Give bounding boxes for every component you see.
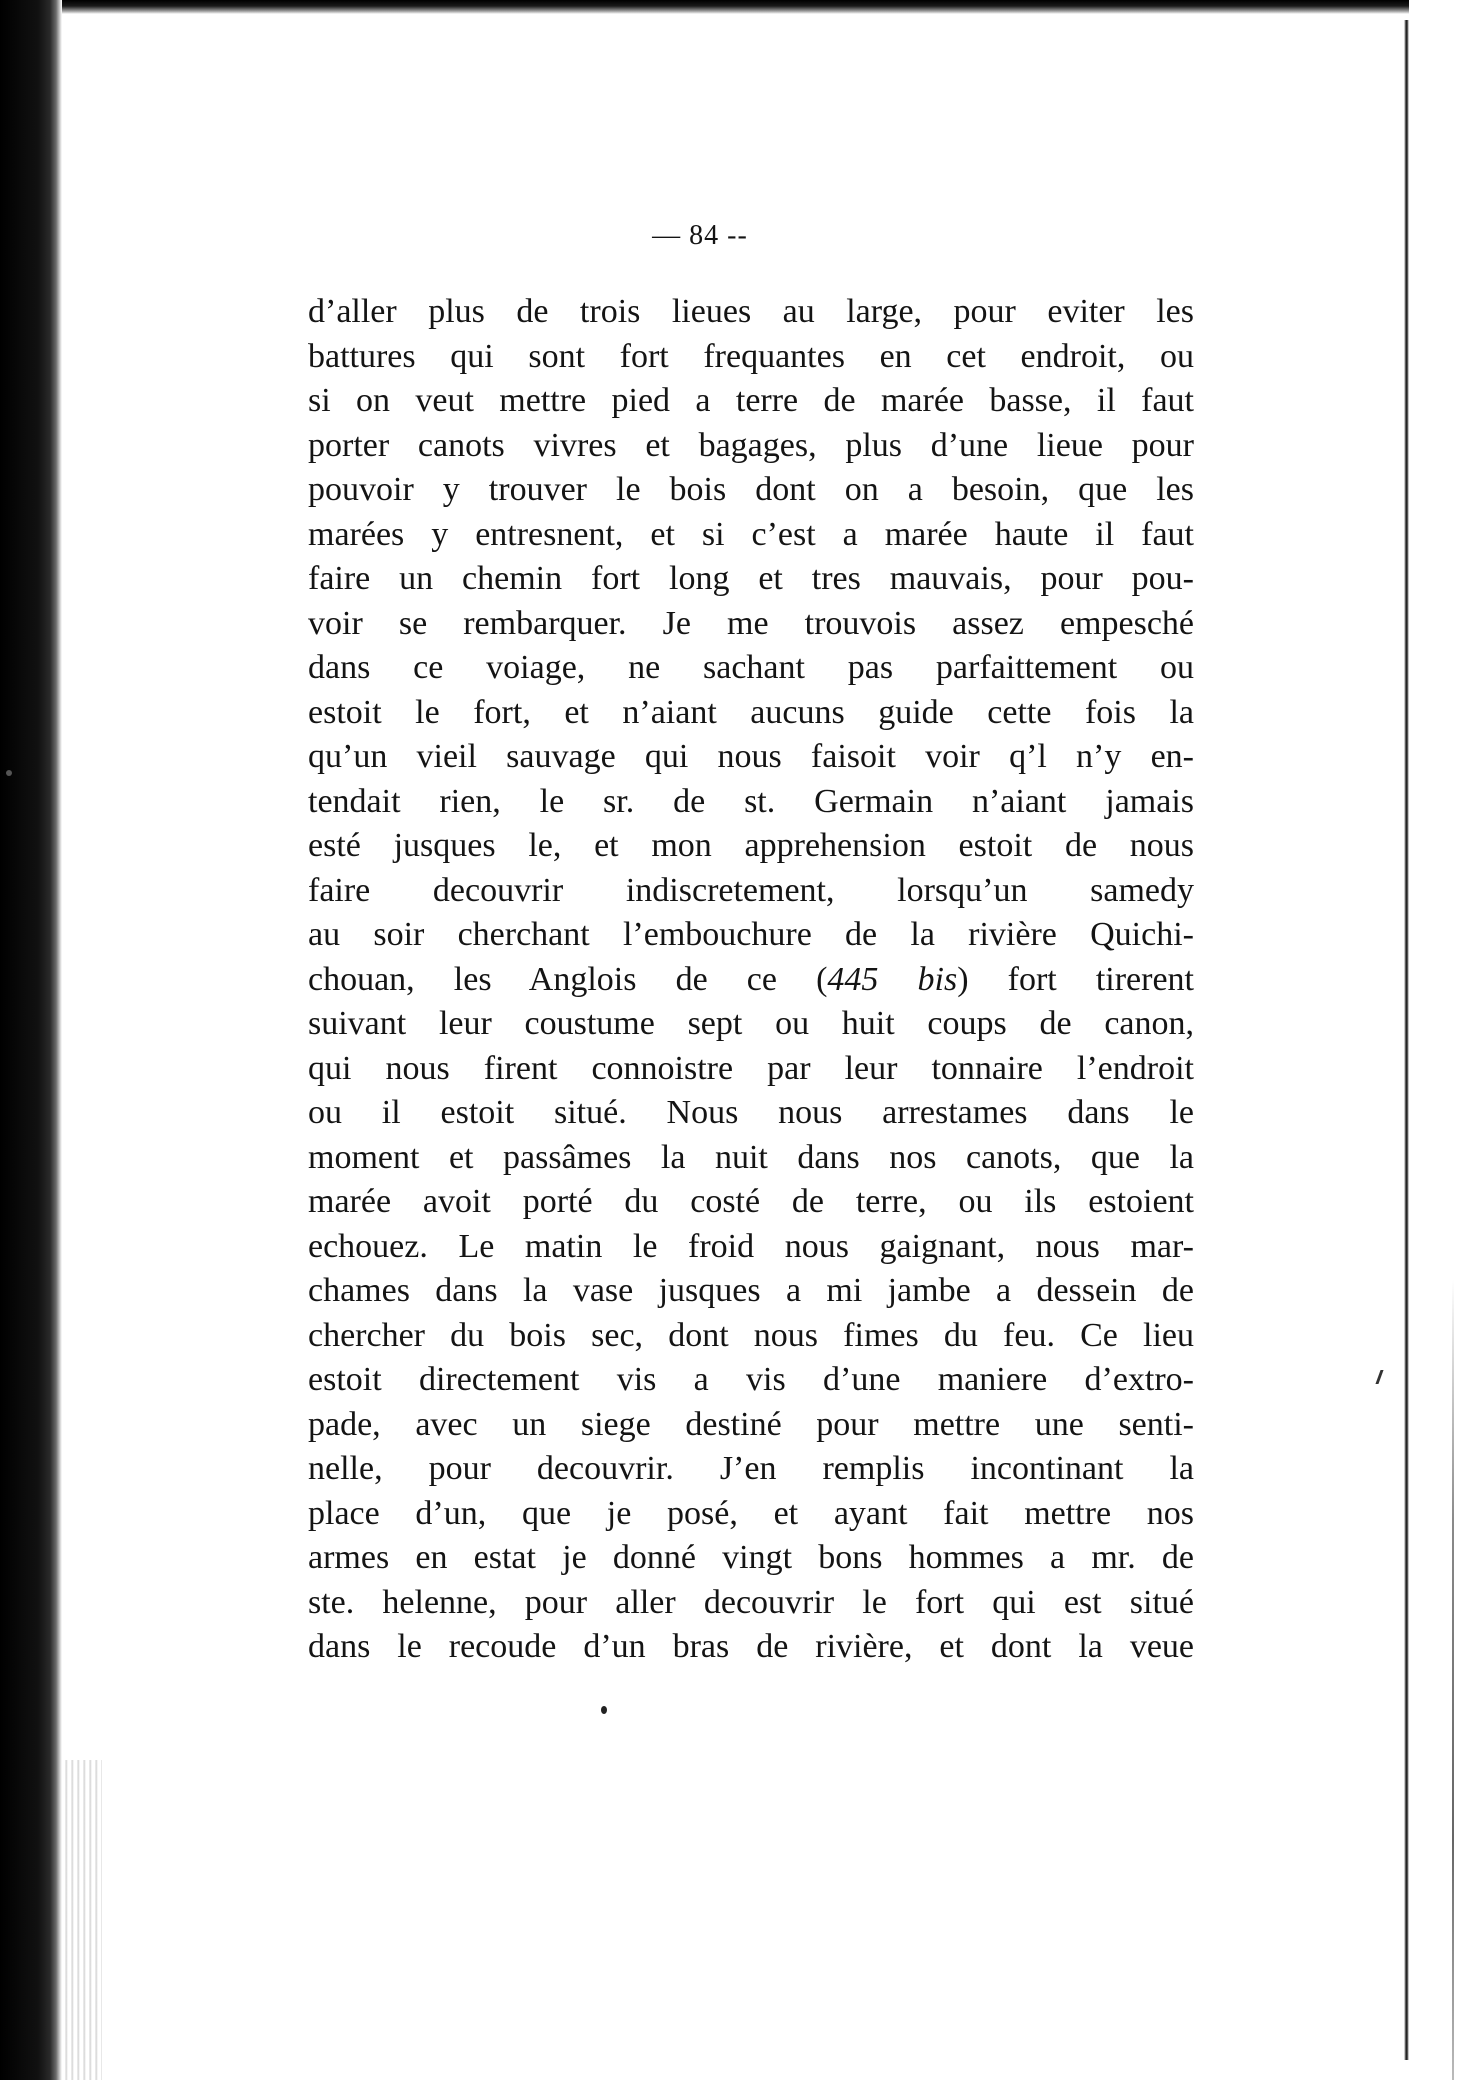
text-line: voir se rembarquer. Je me trouvois assez empesché — [308, 604, 1194, 642]
scan-speck-bottom — [601, 1706, 607, 1714]
scan-speck — [6, 770, 12, 776]
text-line: echouez. Le matin le froid nous gaignant, nous mar- — [308, 1227, 1194, 1265]
text-line: marée avoit porté du costé de terre, ou ils estoient — [308, 1183, 1194, 1220]
text-line: au soir cherchant l’embouchure de la rivière Quichi- — [308, 916, 1194, 953]
text-line: battures qui sont fort frequantes en cet endroit, ou — [308, 337, 1194, 375]
text-line: d’aller plus de trois lieues au large, pour eviter les — [308, 293, 1194, 330]
text-line: dans le recoude d’un bras de rivière, et dont la veue — [308, 1628, 1194, 1665]
text-line: tendait rien, le sr. de st. Germain n’aiant jamais — [308, 782, 1194, 820]
text-line: faire decouvrir indiscretement, lorsqu’un samedy — [308, 871, 1194, 909]
text-line: ste. helenne, pour aller decouvrir le fort qui est situé — [308, 1583, 1194, 1621]
text-line: qui nous firent connoistre par leur tonnaire l’endroit — [308, 1049, 1194, 1087]
text-line: ou il estoit situé. Nous nous arrestames dans le — [308, 1094, 1194, 1131]
text-line: chercher du bois sec, dont nous fimes du feu. Ce lieu — [308, 1316, 1194, 1354]
text-line-with-reference — [308, 958, 1194, 1003]
text-line: suivant leur coustume sept ou huit coups de canon, — [308, 1005, 1194, 1042]
text-line: porter canots vivres et bagages, plus d’une lieue pour — [308, 426, 1194, 464]
page-stack-edge — [62, 1760, 102, 2080]
text-line: chames dans la vase jusques a mi jambe a dessein de — [308, 1272, 1194, 1309]
text-line: armes en estat je donné vingt bons hommes a mr. de — [308, 1539, 1194, 1576]
text-line: dans ce voiage, ne sachant pas parfaittement ou — [308, 649, 1194, 686]
scan-mark — [1375, 1370, 1383, 1384]
scan-right-margin — [1409, 0, 1480, 2080]
text-line: marées y entresnent, et si c’est a marée haute il faut — [308, 515, 1194, 553]
page-reference: 445 bis — [827, 960, 958, 998]
text-line: estoit le fort, et n’aiant aucuns guide cette fois la — [308, 693, 1194, 731]
text-segment: chouan, les Anglois de ce ( — [308, 960, 828, 998]
adjacent-page-edge — [1452, 1280, 1454, 2080]
text-line: place d’un, que je posé, et ayant fait mettre nos — [308, 1494, 1194, 1532]
body-text — [308, 290, 1194, 1670]
text-line: si on veut mettre pied a terre de marée basse, il faut — [308, 382, 1194, 419]
text-line: estoit directement vis a vis d’une maniere d’extro- — [308, 1361, 1194, 1398]
scan-left-border — [0, 0, 62, 2080]
text-line: nelle, pour decouvrir. J’en remplis incontinant la — [308, 1450, 1194, 1487]
text-line: pade, avec un siege destiné pour mettre une senti- — [308, 1405, 1194, 1443]
text-line: pouvoir y trouver le bois dont on a besoin, que les — [308, 471, 1194, 508]
text-line: esté jusques le, et mon apprehension estoit de nous — [308, 827, 1194, 864]
text-segment: ) fort tirerent — [957, 960, 1194, 998]
scan-top-border — [0, 0, 1480, 14]
text-line: faire un chemin fort long et tres mauvais, pour pou- — [308, 560, 1194, 597]
text-line: moment et passâmes la nuit dans nos canots, que la — [308, 1138, 1194, 1176]
page-number: — 84 -- — [652, 220, 748, 251]
text-line: qu’un vieil sauvage qui nous faisoit voir q’l n’y en- — [308, 738, 1194, 775]
